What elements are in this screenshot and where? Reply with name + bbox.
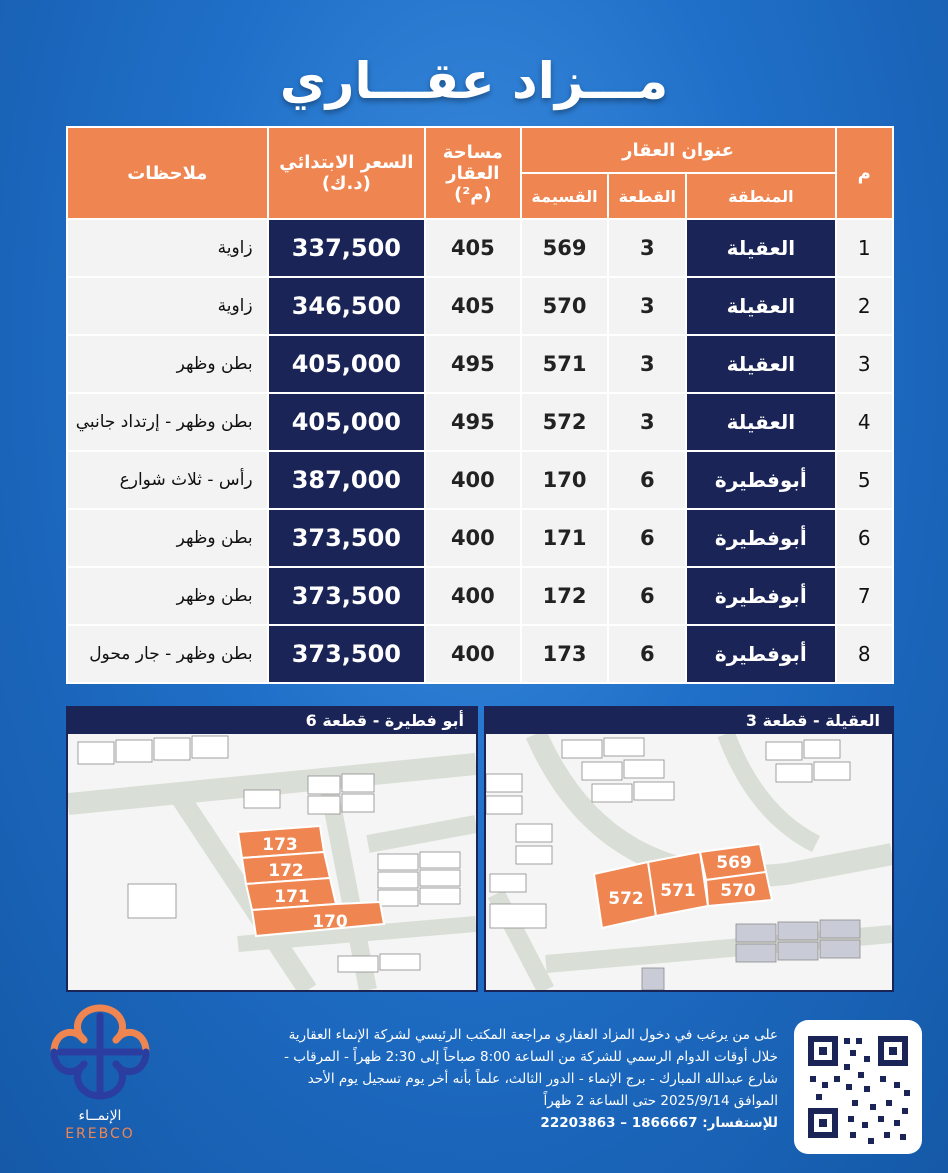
- table-row: [68, 220, 892, 276]
- header-region: المنطقة: [687, 174, 834, 218]
- row-block: 6: [609, 568, 685, 624]
- qr-code-icon: [794, 1020, 922, 1154]
- row-area: 495: [426, 394, 520, 450]
- header-notes: ملاحظات: [68, 128, 267, 218]
- table-row: [68, 336, 892, 392]
- map-left-drawing: [68, 734, 476, 990]
- map-title-left: أبو فطيرة - قطعة 6: [68, 708, 476, 734]
- row-price: 346,500: [269, 278, 424, 334]
- row-note: بطن وظهر - إرتداد جانبي: [68, 394, 267, 450]
- qr-code[interactable]: [794, 1020, 922, 1154]
- row-price: 373,500: [269, 626, 424, 682]
- row-note: رأس - ثلاث شوارع: [68, 452, 267, 508]
- row-area: 495: [426, 336, 520, 392]
- footer-line-3: شارع عبدالله المبارك - برج الإنماء - الدور الثالث، علماً بأنه أخر يوم تسجيل يوم الأحد: [307, 1071, 778, 1087]
- logo-emblem-icon: [40, 996, 160, 1106]
- row-note: زاوية: [68, 220, 267, 276]
- map-abu-fatira: [66, 706, 478, 992]
- row-area: 400: [426, 510, 520, 566]
- row-index: 1: [837, 220, 892, 276]
- row-area: 400: [426, 452, 520, 508]
- map-left-plot-170: 170: [312, 912, 348, 932]
- footer-notice: [160, 1024, 778, 1134]
- map-title-right: العقيلة - قطعة 3: [486, 708, 892, 734]
- row-price: 373,500: [269, 568, 424, 624]
- row-region: أبوفطيرة: [687, 568, 834, 624]
- map-right-plot-570: 570: [720, 881, 756, 901]
- header-price-unit: (د.ك): [321, 173, 371, 194]
- row-index: 7: [837, 568, 892, 624]
- row-price: 387,000: [269, 452, 424, 508]
- header-index: م: [837, 128, 892, 218]
- row-plot: 572: [522, 394, 608, 450]
- map-right-drawing: [486, 734, 892, 990]
- header-address: عنوان العقار: [522, 128, 835, 172]
- row-region: أبوفطيرة: [687, 452, 834, 508]
- row-index: 2: [837, 278, 892, 334]
- row-block: 6: [609, 452, 685, 508]
- row-price: 405,000: [269, 394, 424, 450]
- row-region: أبوفطيرة: [687, 510, 834, 566]
- row-note: بطن وظهر: [68, 568, 267, 624]
- row-index: 6: [837, 510, 892, 566]
- row-block: 6: [609, 626, 685, 682]
- row-index: 8: [837, 626, 892, 682]
- table-row: [68, 452, 892, 508]
- row-area: 400: [426, 568, 520, 624]
- row-region: العقيلة: [687, 278, 834, 334]
- row-region: العقيلة: [687, 394, 834, 450]
- row-region: العقيلة: [687, 220, 834, 276]
- header-block: القطعة: [609, 174, 685, 218]
- row-index: 4: [837, 394, 892, 450]
- header-area-line2: العقار: [446, 162, 500, 184]
- row-area: 405: [426, 220, 520, 276]
- row-plot: 569: [522, 220, 608, 276]
- map-right-plot-572: 572: [608, 889, 644, 909]
- map-left-plot-173: 173: [262, 835, 298, 855]
- row-plot: 170: [522, 452, 608, 508]
- row-plot: 570: [522, 278, 608, 334]
- row-block: 6: [609, 510, 685, 566]
- header-price-line1: السعر الابتدائي: [279, 152, 414, 173]
- row-note: بطن وظهر - جار محول: [68, 626, 267, 682]
- row-region: العقيلة: [687, 336, 834, 392]
- row-plot: 173: [522, 626, 608, 682]
- header-area-unit: (م²): [454, 183, 492, 205]
- logo-name-en: EREBCO: [65, 1126, 135, 1142]
- row-index: 5: [837, 452, 892, 508]
- footer-line-1: على من يرغب في دخول المزاد العقاري مراجعة المكتب الرئيسي لشركة الإنماء العقارية: [288, 1027, 778, 1043]
- row-price: 405,000: [269, 336, 424, 392]
- header-area-line1: مساحة: [442, 141, 503, 163]
- map-al-oqaila: [484, 706, 894, 992]
- row-block: 3: [609, 278, 685, 334]
- footer-line-2: خلال أوقات الدوام الرسمي للشركة من الساعة 8:00 صباحاً إلى 2:30 ظهراً - المرقاب -: [284, 1049, 778, 1065]
- row-note: زاوية: [68, 278, 267, 334]
- table-row: [68, 626, 892, 682]
- row-note: بطن وظهر: [68, 336, 267, 392]
- row-area: 400: [426, 626, 520, 682]
- row-block: 3: [609, 394, 685, 450]
- map-right-plot-571: 571: [660, 881, 696, 901]
- row-price: 337,500: [269, 220, 424, 276]
- table-body: [68, 220, 892, 682]
- map-right-plot-569: 569: [716, 853, 752, 873]
- map-left-plot-171: 171: [274, 887, 310, 907]
- footer-contact: للإستفسار: 1866667 – 22203863: [540, 1115, 778, 1131]
- row-plot: 172: [522, 568, 608, 624]
- auction-table: [66, 126, 894, 684]
- row-index: 3: [837, 336, 892, 392]
- row-price: 373,500: [269, 510, 424, 566]
- header-area: [426, 128, 520, 218]
- logo-name-ar: الإنمــاء: [78, 1108, 122, 1124]
- page-title: مـــزاد عقـــاري: [279, 52, 669, 110]
- row-block: 3: [609, 220, 685, 276]
- row-note: بطن وظهر: [68, 510, 267, 566]
- table-row: [68, 568, 892, 624]
- row-plot: 171: [522, 510, 608, 566]
- row-plot: 571: [522, 336, 608, 392]
- table-row: [68, 394, 892, 450]
- header-plot: القسيمة: [522, 174, 608, 218]
- map-left-plot-172: 172: [268, 861, 304, 881]
- table-row: [68, 510, 892, 566]
- row-region: أبوفطيرة: [687, 626, 834, 682]
- table-row: [68, 278, 892, 334]
- row-block: 3: [609, 336, 685, 392]
- footer-line-4: الموافق 2025/9/14 حتى الساعة 2 ظهراً: [543, 1093, 778, 1109]
- header-price: [269, 128, 424, 218]
- row-area: 405: [426, 278, 520, 334]
